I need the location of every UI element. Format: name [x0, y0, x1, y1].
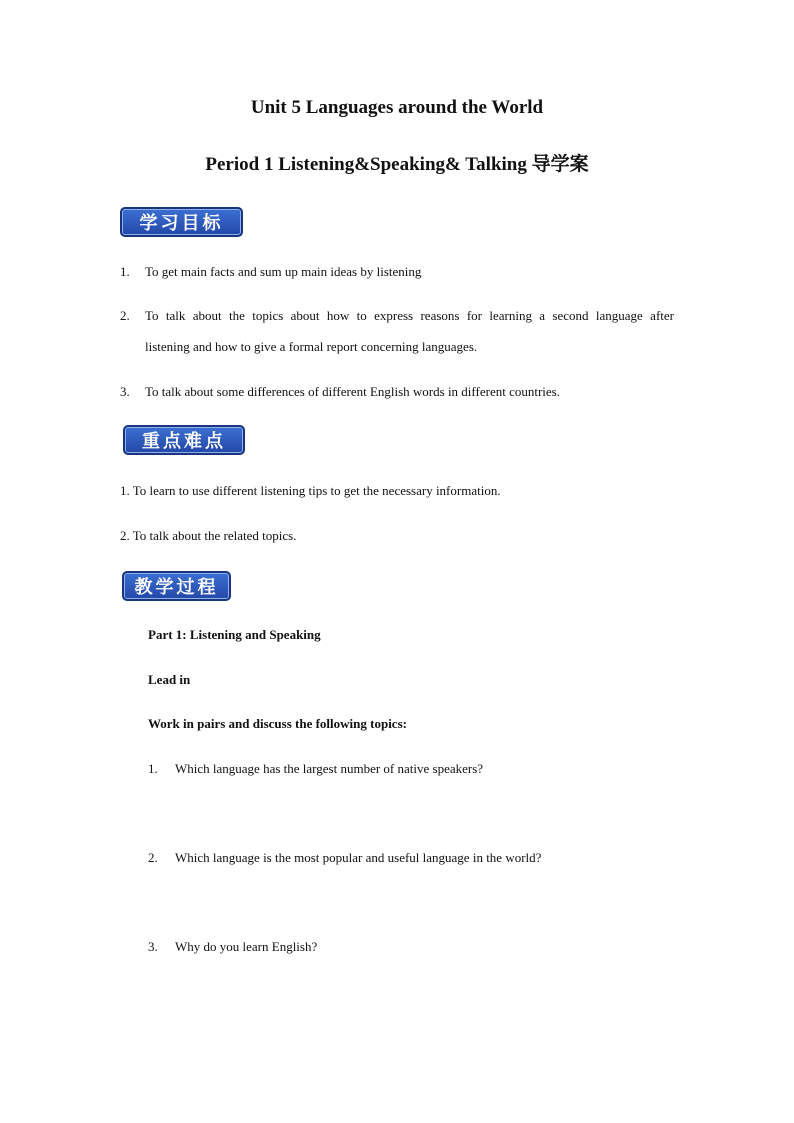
- key-point-item-1: 1. To learn to use different listening tips to get the necessary information.: [120, 483, 501, 498]
- key-point-item-2: 2. To talk about the related topics.: [120, 528, 297, 543]
- question-3: Why do you learn English?: [175, 939, 318, 954]
- objective-number-3: 3.: [120, 384, 130, 399]
- question-2: Which language is the most popular and useful language in the world?: [175, 850, 542, 865]
- objective-number-2: 2.: [120, 308, 130, 323]
- document-subtitle: Period 1 Listening&Speaking& Talking 导学案: [205, 154, 589, 175]
- objective-item-2: To talk about the topics about how to express reasons for learning a second language after: [145, 308, 674, 323]
- objective-number-1: 1.: [120, 264, 130, 279]
- objective-item-2-continued: listening and how to give a formal report concerning languages.: [145, 339, 478, 354]
- part-heading: Part 1: Listening and Speaking: [148, 627, 321, 642]
- lead-in-heading: Lead in: [148, 672, 191, 687]
- key-points-section-badge: 重点难点: [123, 425, 245, 455]
- question-1: Which language has the largest number of native speakers?: [175, 761, 484, 776]
- objective-item-1: To get main facts and sum up main ideas by listening: [145, 264, 422, 279]
- document-title: Unit 5 Languages around the World: [250, 97, 544, 118]
- process-section-badge: 教学过程: [122, 571, 231, 601]
- objectives-section-badge: 学习目标: [120, 207, 243, 237]
- objective-item-3: To talk about some differences of different English words in different countries.: [145, 384, 560, 399]
- discussion-instruction: Work in pairs and discuss the following topics:: [148, 716, 407, 731]
- question-number-3: 3.: [148, 939, 158, 954]
- question-number-1: 1.: [148, 761, 158, 776]
- question-number-2: 2.: [148, 850, 158, 865]
